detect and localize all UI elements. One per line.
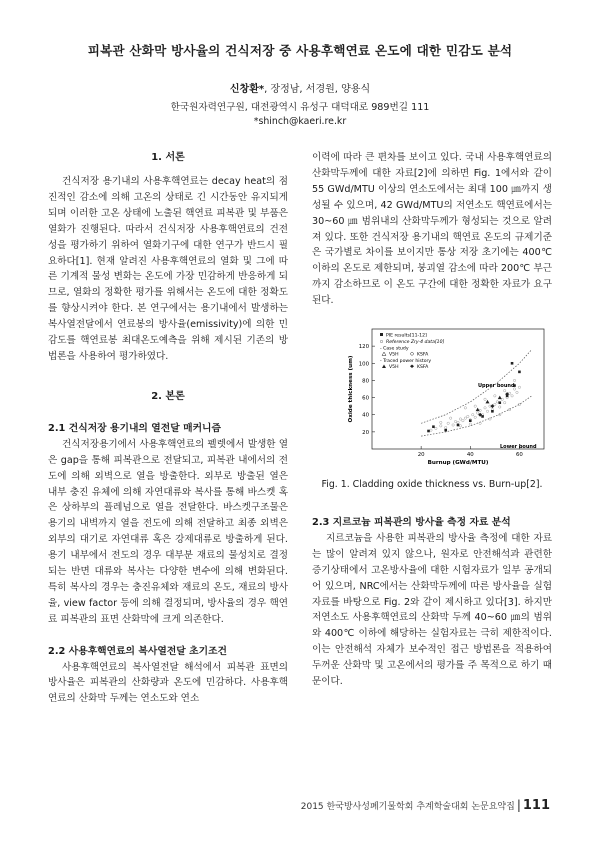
- data-point-reference: [457, 421, 459, 423]
- data-point-v5h: [485, 400, 489, 404]
- legend-pie-marker: [380, 333, 383, 336]
- data-point-pie: [511, 362, 514, 365]
- data-point-pie: [432, 425, 435, 428]
- authors: [0, 80, 600, 95]
- data-point-reference: [503, 402, 505, 404]
- bound-line: [421, 396, 532, 436]
- subsection-2-3-text: 지르코늄을 사용한 피복관의 방사율 측정에 대한 자료는 많이 알려져 있지 않으나, 원자로 안전해석과 관련한 증기상태에서 고온방사율에 대한 시험자료가 일부 공개되어 있으며, NRC에서는 산화막두께에 따른 방사율을 실험자료를 바탕으로 Fig. 2와 같이 제시하고 있다[3]. 하지만 저연소도 사용후핵연료의 산화막 두께 40~60 ㎛의 범위와 400℃ 이하에 해당하는 실험자료는 극히 제한적이다. 이는 안전해석 자체가 보수적인 접근 방법론을 적용하여 두꺼운 산화막 및 고온에서의 평가를 주 목적으로 하기 때문이다.: [312, 532, 552, 688]
- data-point-reference: [476, 412, 478, 414]
- data-point-reference: [447, 422, 449, 424]
- data-point-reference: [484, 398, 486, 400]
- data-point-reference: [486, 410, 488, 412]
- footer-separator: |: [516, 798, 521, 812]
- x-axis-label: Burnup (GWd/MTU): [427, 460, 489, 467]
- figure-1: [312, 321, 552, 471]
- y-tick-label: 80: [362, 378, 369, 385]
- data-point-pie: [481, 415, 484, 418]
- data-point-pie: [457, 424, 460, 427]
- legend-traced: - Traced power history: [380, 359, 432, 365]
- subsection-2-1-heading: 2.1 건식저장 용기내의 열전달 매커니즘: [48, 422, 221, 434]
- data-point-v5h: [476, 408, 480, 412]
- data-point-reference: [494, 403, 496, 405]
- data-point-reference: [516, 391, 518, 393]
- right-column-text: 이력에 따라 큰 편차를 보이고 있다. 국내 사용후핵연료의 산화막두께에 대한 자료[2]에 의하면 Fig. 1에서와 같이 55 GWd/MTU 이상의 연소도에서는 최대 100 ㎛까지 생성될 수 있으며, 42 GWd/MTU의 저연소도 핵연료에서는 30~60 ㎛ 범위내의 산화막두께가 형성되는 것으로 알려져 있다. 또한 건식저장 용기내의 핵연료 온도의 규제기준은 국가별로 차이를 보이지만 통상 저장 초기에는 400℃ 이하의 온도로 제한되며, 붕괴열 감소에 따라 200℃ 부근까지 감소하므로 이 온도 구간에 대한 정확한 자료가 요구된다.: [312, 152, 552, 307]
- data-point-reference: [496, 401, 498, 403]
- data-point-reference: [462, 420, 464, 422]
- legend-traced-ksfa: KSFA: [417, 365, 429, 371]
- legend-traced-ksfa-marker: [410, 365, 414, 369]
- page-footer: [300, 798, 550, 813]
- subsection-2-3-heading: 2.3 지르코늄 피복관의 방사율 측정 자료 분석: [312, 516, 511, 528]
- data-point-reference: [472, 414, 474, 416]
- data-point-reference: [513, 379, 515, 381]
- data-point-reference: [430, 429, 432, 431]
- data-point-reference: [508, 408, 510, 410]
- data-point-reference: [467, 415, 469, 417]
- y-axis-label: Oxide thickness (um): [348, 355, 354, 423]
- data-point-reference: [454, 420, 456, 422]
- legend-ref-marker: [380, 340, 383, 343]
- legend-case-ksfa-marker: [410, 352, 414, 356]
- data-point-pie: [491, 410, 494, 413]
- data-point-reference: [518, 386, 520, 388]
- data-point-pie: [498, 401, 501, 404]
- data-point-reference: [511, 395, 513, 397]
- data-point-reference: [440, 425, 442, 427]
- lower-bound-label: Lower bound: [500, 444, 537, 451]
- intro-text: 건식저장 용기내의 사용후핵연료는 decay heat의 점진적인 감소에 의해 고온의 상태로 긴 시간동안 유지되게 되며 이러한 고온 상태에 노출된 핵연료 피복관 및 부품은 열화가 진행된다. 따라서 건식저장 사용후핵연료의 건전성을 평가하기 위하여 열화기구에 대한 연구가 반드시 필요하다[1]. 현재 알려진 사용후핵연료의 열화 및 그에 따른 기계적 물성 변화는 온도에 가장 민감하게 반응하게 되므로, 열화의 정확한 평가를 위해서는 온도에 대한 정확도를 향상시켜야 한다. 본 연구에서는 용기내에서 발생하는 복사열전달에서 연료봉의 방사율(emissivity)에 의한 민감도를 핵연료봉 최대온도예측을 위해 제시된 기존의 방법론을 사용하여 평가하였다.: [48, 176, 288, 362]
- lead-author: 신창환*: [229, 84, 265, 95]
- subsection-2-2-text: 사용후핵연료의 복사열전달 해석에서 피복관 표면의 방사율은 피복관의 산화량과 온도에 민감하다. 사용후핵연료의 산화막 두께는 연소도와 연소: [48, 661, 288, 705]
- data-point-reference: [464, 417, 466, 419]
- data-point-reference: [484, 407, 486, 409]
- y-tick-label: 40: [362, 412, 369, 419]
- legend-pie: PIE results[11-12]: [386, 333, 427, 339]
- co-authors: , 장정남, 서경원, 양용식: [264, 84, 371, 95]
- footer-text: 2015 한국방사성폐기물학회 추계학술대회 논문요약집: [300, 802, 515, 812]
- data-point-reference: [469, 423, 471, 425]
- affiliation: 한국원자력연구원, 대전광역시 유성구 대덕대로 989번길 111: [170, 102, 430, 113]
- legend-case: - Case study: [380, 346, 409, 352]
- y-tick-label: 100: [358, 361, 369, 368]
- data-point-pie: [427, 430, 430, 433]
- data-point-reference: [494, 395, 496, 397]
- email: *shinch@kaeri.re.kr: [253, 116, 347, 127]
- subsection-2-1-text: 건식저장용기에서 사용후핵연료의 펠렛에서 발생한 열은 gap을 통해 피복관으로 전달되고, 피복관 내에서의 전도에 의해 외벽으로 열을 방출한다. 외부로 방출된 열은 내부 충진 유체에 의해 자연대류와 복사를 통해 바스켓 혹은 상하부의 플레넘으로 열을 전달한다. 바스켓구조물은 용기의 내벽까지 열을 전도에 의해 전달하고 최종 외벽은 외부의 대기로 자연대류 혹은 강제대류로 방출하게 된다. 용기 내부에서 전도의 경우 대부분 재료의 물성치로 결정되는 반면 대류와 복사는 다양한 변수에 의해 변화된다. 특히 복사의 경우는 충진유체와 재료의 온도, 재료의 방사율, view factor 등에 의해 결정되며, 방사율의 경우 핵연료 피복관의 표면 산화막에 크게 의존한다.: [48, 438, 288, 625]
- data-point-pie: [444, 429, 447, 432]
- intro-heading: 1. 서론: [151, 152, 185, 163]
- page-title: 피복관 산화막 방사율의 건식저장 중 사용후핵연료 온도에 대한 민감도 분석: [87, 43, 513, 58]
- data-point-v5h: [498, 396, 502, 400]
- data-point-reference: [464, 407, 466, 409]
- data-point-reference: [445, 426, 447, 428]
- y-tick-label: 120: [358, 344, 369, 351]
- data-point-reference: [503, 390, 505, 392]
- data-point-pie: [469, 419, 472, 422]
- data-point-reference: [459, 425, 461, 427]
- y-tick-label: 20: [362, 429, 369, 436]
- body-heading: 2. 본론: [151, 390, 185, 402]
- legend-case-v5h: V5H: [389, 352, 399, 358]
- left-column: [48, 150, 288, 707]
- oxide-thickness-chart: [312, 321, 552, 471]
- data-point-pie: [518, 371, 521, 374]
- data-point-reference: [474, 405, 476, 407]
- data-point-reference: [459, 418, 461, 420]
- x-tick-label: 40: [466, 452, 474, 459]
- figure-caption: Fig. 1. Cladding oxide thickness vs. Burn-up[2].: [321, 479, 543, 491]
- data-point-reference: [449, 417, 451, 419]
- x-tick-label: 60: [515, 452, 523, 459]
- legend-case-ksfa: KSFA: [417, 352, 429, 358]
- x-tick-label: 20: [417, 452, 425, 459]
- legend-ref: Reference Zry-4 data[10]: [386, 340, 445, 346]
- right-column: [312, 150, 552, 690]
- data-point-reference: [499, 406, 501, 408]
- data-point-reference: [452, 424, 454, 426]
- legend-traced-v5h: V5H: [389, 365, 399, 371]
- chart-legend: [380, 333, 445, 371]
- data-point-reference: [440, 421, 442, 423]
- data-point-reference: [435, 427, 437, 429]
- subsection-2-2-heading: 2.2 사용후핵연료의 복사열전달 초기조건: [48, 645, 228, 657]
- legend-traced-v5h-marker: [382, 365, 386, 369]
- data-point-reference: [474, 416, 476, 418]
- page-number: 111: [522, 798, 550, 813]
- y-tick-label: 60: [362, 395, 369, 402]
- upper-bound-label: Upper bound: [478, 383, 515, 390]
- legend-case-v5h-marker: [382, 352, 386, 356]
